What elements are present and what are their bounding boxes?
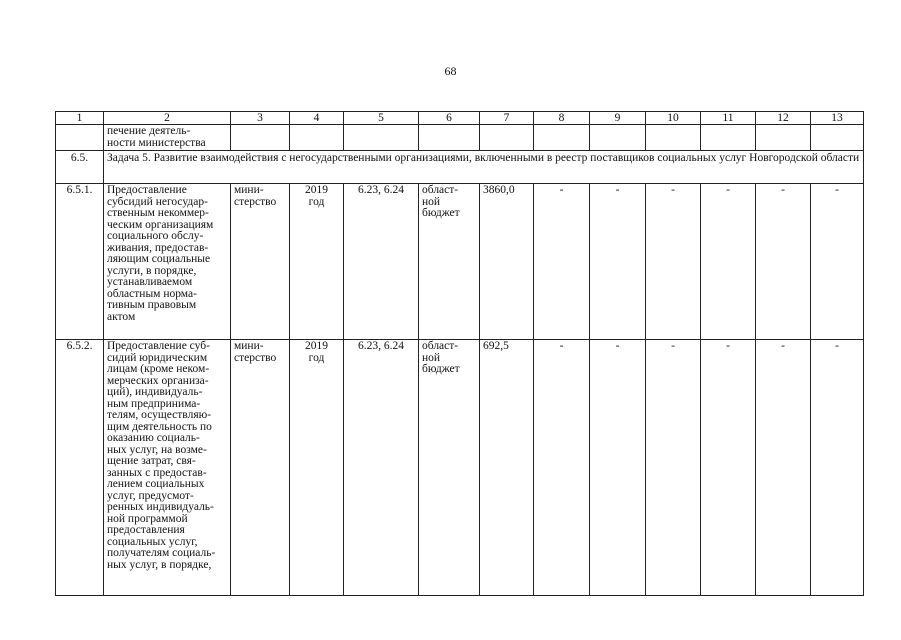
table-cell	[646, 125, 701, 151]
table-cell	[231, 125, 290, 151]
funding-source: област- ной бюджет	[419, 184, 480, 340]
measures-table	[55, 111, 864, 596]
period: 2019 год	[290, 340, 344, 596]
table-cell	[480, 125, 534, 151]
table-cell	[419, 125, 480, 151]
page-number: 68	[444, 64, 457, 78]
column-number: 6	[419, 112, 480, 125]
task-number: 6.5.	[56, 151, 104, 184]
table-cell	[811, 125, 864, 151]
table-row	[56, 184, 864, 340]
year-value: -	[646, 340, 701, 596]
measure-name: Предоставление суб- сидий юридическим лицам (кроме неком- мерческих организа- ций), индивидуаль- ным предпринима- телям, осуществляю- щим деятельность по оказанию социаль- ных услуг, на возме- щение затрат, свя- занных с предостав- лением социальных услуг, предусмот- ренных индивидуаль- ной программой предоставления социальных услуг, получателям социаль- ных услуг, в порядке,	[104, 340, 231, 596]
executor: мини- стерство	[231, 184, 290, 340]
table-cell	[56, 125, 104, 151]
row-number: 6.5.1.	[56, 184, 104, 340]
column-number: 2	[104, 112, 231, 125]
column-number: 13	[811, 112, 864, 125]
period: 2019 год	[290, 184, 344, 340]
year-value: -	[646, 184, 701, 340]
measure-name: Предоставление субсидий негосудар- ственным некоммер- ческим организациям социального обслу- живания, предостав- ляющим социальные услуги, в порядке, устанавливаемом областным норма- тивным правовым актом	[104, 184, 231, 340]
column-number-row	[56, 112, 864, 125]
table-cell	[590, 125, 646, 151]
year-value: -	[701, 184, 756, 340]
funding-source: област- ной бюджет	[419, 340, 480, 596]
task-row	[56, 151, 864, 184]
column-number: 3	[231, 112, 290, 125]
column-number: 10	[646, 112, 701, 125]
year-value: -	[590, 184, 646, 340]
table-cell	[534, 125, 590, 151]
table-cell	[344, 125, 419, 151]
column-number: 8	[534, 112, 590, 125]
year-value: -	[756, 340, 811, 596]
continuation-text: печение деятель- ности министерства	[104, 125, 231, 151]
column-number: 11	[701, 112, 756, 125]
column-number: 1	[56, 112, 104, 125]
continuation-row	[56, 125, 864, 151]
column-number: 9	[590, 112, 646, 125]
indicators: 6.23, 6.24	[344, 184, 419, 340]
table-row	[56, 340, 864, 596]
column-number: 4	[290, 112, 344, 125]
column-number: 7	[480, 112, 534, 125]
amount: 692,5	[480, 340, 534, 596]
year-value: -	[701, 340, 756, 596]
indicators: 6.23, 6.24	[344, 340, 419, 596]
amount: 3860,0	[480, 184, 534, 340]
row-number: 6.5.2.	[56, 340, 104, 596]
table-cell	[756, 125, 811, 151]
year-value: -	[811, 340, 864, 596]
year-value: -	[534, 340, 590, 596]
year-value: -	[534, 184, 590, 340]
year-value: -	[756, 184, 811, 340]
table-cell	[290, 125, 344, 151]
table-cell	[701, 125, 756, 151]
executor: мини- стерство	[231, 340, 290, 596]
year-value: -	[811, 184, 864, 340]
column-number: 12	[756, 112, 811, 125]
task-title: Задача 5. Развитие взаимодействия с негосударственными организациями, включенными в реестр поставщиков социальных услуг Новгородской области	[104, 151, 864, 184]
column-number: 5	[344, 112, 419, 125]
year-value: -	[590, 340, 646, 596]
